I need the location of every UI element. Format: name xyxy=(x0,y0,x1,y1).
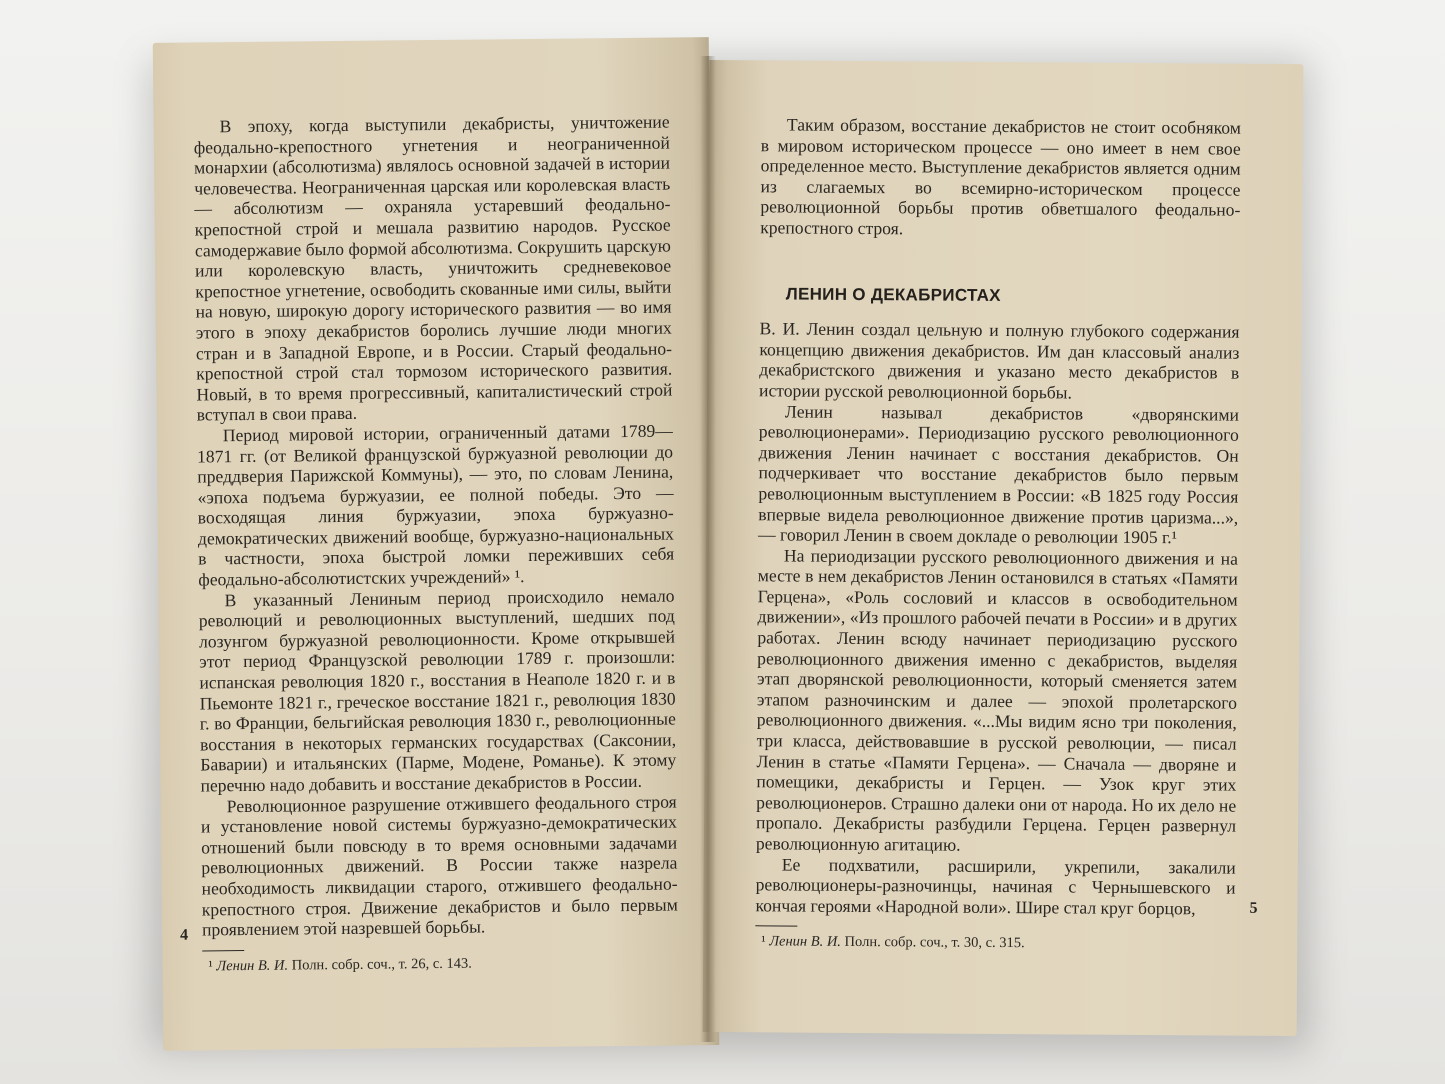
left-footnote xyxy=(202,952,678,975)
right-footnote-text: Полн. собр. соч., т. 30, с. 315. xyxy=(844,934,1025,952)
left-footnote-author: Ленин В. И. xyxy=(216,957,289,975)
section-heading: ЛЕНИН О ДЕКАБРИСТАХ xyxy=(785,284,1001,305)
left-paragraph-2: Период мировой истории, ограниченный датами 1789—1871 гг. (от Великой французской буржуазной революции до преддверия Парижской Коммуны), — это, по словам Ленина, «эпоха подъема буржуазии, ее полной победы. Это — восходящая линия буржуазии, эпоха буржуазно-демократических движений вообще, буржуазно-национальных в частности, эпоха быстрой ломки переживших себя феодально-абсолютистских учреждений» ¹. xyxy=(196,420,675,590)
right-footnote-author: Ленин В. И. xyxy=(769,933,842,951)
left-footnote-mark: ¹ xyxy=(208,958,213,975)
right-paragraph-1: В. И. Ленин создал цельную и полную глубокого содержания концепцию движения декабристов. Им дан классовый анализ декабристского движения и указано место декабристов в истории русской революционной борьбы. xyxy=(759,318,1240,403)
right-footnote-rule xyxy=(755,926,797,927)
right-footnote xyxy=(755,933,1235,954)
left-page-text xyxy=(194,112,679,976)
left-page-number: 4 xyxy=(179,926,189,944)
left-footnote-rule xyxy=(202,950,244,951)
left-paragraph-1: В эпоху, когда выступили декабристы, уничтожение феодально-крепостного угнетения и неограниченной монархии (абсолютизма) являлось основной задачей в истории человечества. Неограниченная царская или королевская власть — абсолютизм — охраняла устаревший феодально-крепостной строй и мешала развитию народов. Русское самодержавие было формой абсолютизма. Сокрушить царскую или королевскую власть, уничтожить средневековое крепостное угнетение, освободить скованные ими силы, выйти на новую, широкую дорогу исторического развития — во имя этого в эпоху декабристов боролись лучшие люди многих стран и в Западной Европе, и в России. Старый феодально-крепостной строй стал тормозом исторического развития. Новый, в то время прогрессивный, капиталистический строй вступал в свои права. xyxy=(193,111,673,425)
right-page xyxy=(703,60,1304,1036)
right-paragraph-4: Ее подхватили, расширили, укрепили, закалили революционеры-разночинцы, начиная с Чернышевского и кончая героями «Народной воли». Шире стал круг борцов, xyxy=(755,854,1236,919)
left-paragraph-3: В указанный Лениным период происходило немало революций и революционных выступлений, шедших под лозунгом буржуазной революционности. Кроме открывшей этот период Французской революции 1789 г. произошли: испанская революция 1820 г., восстания в Неаполе 1820 г. и в Пьемонте 1821 г., греческое восстание 1821 г., революция 1830 г. во Франции, бельгийская революция 1830 г., революционные восстания в некоторых германских государствах (Саксонии, Баварии) и итальянских (Парме, Модене, Романье). К этому перечню надо добавить и восстание декабристов в России. xyxy=(198,585,677,796)
right-paragraph-2: Ленин называл декабристов «дворянскими революционерами». Периодизацию русского революционного движения Ленин начинает с восстания декабристов. Он подчеркивает что восстание декабристов было первым революционным выступлением в России: «В 1825 году Россия впервые видела революционное движение против царизма...», — говорил Ленин в своем докладе о революции 1905 г.¹ xyxy=(758,401,1240,548)
right-paragraph-3: На периодизации русского революционного движения и на месте в нем декабристов Ленин остановился в статьях «Памяти Герцена», «Роль сословий и классов в освободительном движении», «Из прошлого рабочей печати в России» и в других работах. Ленин всюду начинает периодизацию русского революционного движения именно с декабристов, выделяя этап дворянской революционности, который сменяется затем этапом разночинским и далее — эпохой пролетарского революционного движения. «...Мы видим ясно три поколения, три класса, действовавшие в русской революции, — писал Ленин в статье «Памяти Герцена». — Сначала — дворяне и помещики, декабристы и Герцен. — Узок круг этих революционеров. Страшно далеки они от народа. Но их дело не пропало. Декабристы разбудили Герцена. Герцен развернул революционную агитацию. xyxy=(755,545,1239,855)
left-footnote-text: Полн. собр. соч., т. 26, с. 143. xyxy=(291,955,472,974)
right-intro-paragraph: Таким образом, восстание декабристов не стоит особняком в мировом историческом процессе — оно имеет в нем свое определенное место. Выступление декабристов является одним из слагаемых во всемирно-историческом процессе революционной борьбы против обветшалого феодально-крепостного строя. xyxy=(760,114,1242,239)
left-paragraph-4: Революционное разрушение отжившего феодального строя и установление новой системы буржуазно-демократических отношений были повсюду в то время основными задачами революционных движений. В России также назрела необходимость ликвидации старого, отжившего феодально-крепостного строя. Движение декабристов и было первым проявлением этой назревшей борьбы. xyxy=(200,791,678,940)
book-gutter xyxy=(700,56,716,1042)
right-footnote-mark: ¹ xyxy=(761,933,766,950)
right-page-text xyxy=(755,114,1241,954)
right-page-number: 5 xyxy=(1249,899,1258,917)
left-page xyxy=(153,37,720,1051)
